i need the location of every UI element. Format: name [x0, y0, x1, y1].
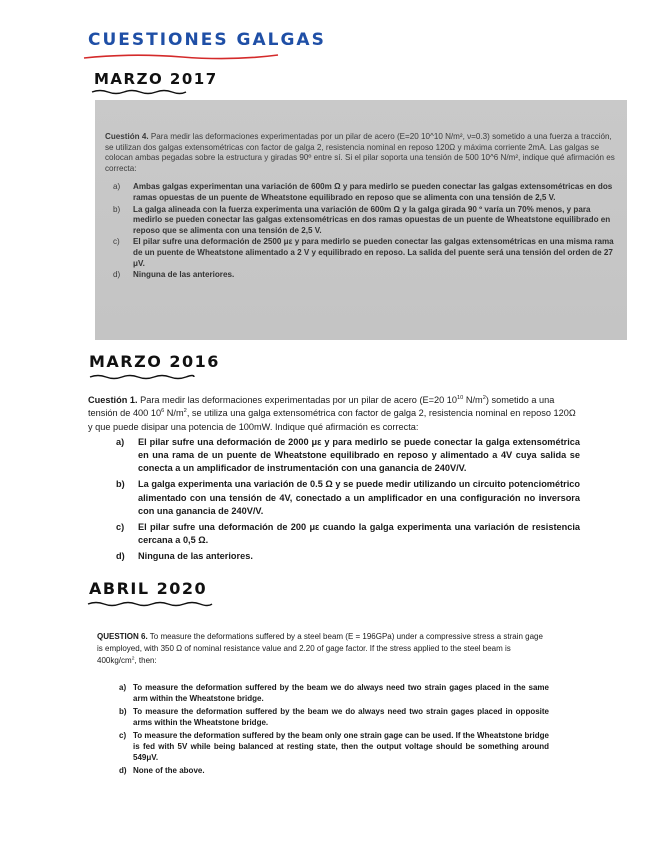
option-d [116, 550, 580, 563]
question-2016 [88, 394, 580, 566]
option-b [113, 205, 617, 237]
option-label: a) [116, 436, 125, 447]
option-label: c) [116, 521, 125, 532]
option-label: a) [113, 182, 121, 192]
question-text-part: , then: [134, 656, 157, 665]
question-text [88, 394, 580, 434]
question-text-part: ) sometido a una tensión de 400 10 [88, 395, 555, 419]
superscript: 2 [131, 656, 135, 662]
question-text-part: , se utiliza una galga extensométrica con factor de galga 2, resistencia nominal en reposo 120Ω y que puede disipar una potencia de 100mW. Indique qué afirmación es correcta: [88, 408, 576, 432]
question-text: Para medir las deformaciones experimentadas por un pilar de acero (E=20 10^10 N/m², ν=0.3) sometido a una fuerza a tracción, se utilizan dos galgas extensométricas con factor de galga 2, resistencia nominal en reposo 120Ω y máxima corriente 2mA. Las galgas se colocan ambas pegadas sobre la estructura y giradas 90º entre sí. Si el pilar soporta una tensión de 500 10^6 N/m², indique qué afirmación es correcta: [105, 132, 615, 173]
question-text [97, 631, 549, 667]
options-list [116, 436, 580, 563]
option-text: To measure the deformation suffered by the beam we do always need two strain gages placed in the same arm within the Wheatstone bridge. [133, 683, 549, 704]
options-list [119, 682, 549, 776]
option-d [113, 270, 617, 281]
option-c [119, 730, 549, 764]
question-2020 [97, 631, 549, 777]
option-d [119, 765, 549, 776]
option-a [119, 682, 549, 705]
heading-underline-2016 [88, 373, 198, 381]
superscript: 2 [183, 408, 187, 415]
option-a [116, 436, 580, 476]
scanned-question-image [95, 100, 627, 340]
option-text: To measure the deformation suffered by the beam we do always need two strain gages placed in opposite arms within the Wheatstone bridge. [133, 706, 549, 728]
superscript: 6 [161, 408, 165, 415]
option-label: a) [119, 683, 127, 692]
superscript: 10 [456, 394, 464, 401]
option-c [116, 521, 580, 548]
options-list [105, 182, 617, 280]
question-label: Cuestión 1. [88, 395, 138, 405]
option-label: b) [119, 706, 127, 716]
option-a [113, 182, 617, 203]
option-b [119, 706, 549, 729]
option-c [113, 237, 617, 269]
option-label: d) [116, 550, 125, 561]
question-text-part: To measure the deformations suffered by a steel beam (E = 196GPa) under a compressive stress a strain gage is employed, with 350 Ω of nominal resistance value and 2.20 of gage factor. If the stress applied to the steel beam is 400kg/cm [97, 632, 543, 665]
question-text-part: Para medir las deformaciones experimentadas por un pilar de acero (E=20 10 [140, 395, 457, 405]
option-label: c) [119, 730, 127, 740]
question-text-part: N/m [164, 408, 184, 419]
question-label: QUESTION 6. [97, 632, 148, 641]
title-underline [82, 52, 282, 62]
option-label: b) [116, 479, 125, 490]
section-heading-2016: MARZO 2016 [89, 352, 220, 371]
option-text: To measure the deformation suffered by the beam only one strain gage can be used. If the Wheatstone bridge is fed with 5V while being balanced at resting state, then the output voltage should be something around 549μV. [133, 730, 549, 763]
option-text: El pilar sufre una deformación de 2000 με y para medirlo se puede conectar la galga extensométrica en una rama de un puente de Wheatstone equilibrado en reposo y alimentado a 4V cuya salida se conecta a un amplificador de instrumentación con una ganancia de 240V/V. [138, 436, 580, 474]
heading-underline-2017 [90, 88, 190, 96]
option-label: d) [113, 270, 121, 280]
option-text: Ninguna de las anteriores. [133, 270, 235, 280]
option-text: Ninguna de las anteriores. [138, 550, 253, 561]
superscript: 2 [482, 394, 486, 401]
question-label: Cuestión 4. [105, 132, 149, 141]
heading-underline-2020 [86, 600, 216, 608]
option-text: None of the above. [133, 765, 205, 775]
option-text: El pilar sufre una deformación de 200 με cuando la galga experimenta una variación de resistencia cercana a 0,5 Ω. [138, 521, 580, 545]
option-text: El pilar sufre una deformación de 2500 με y para medirlo se pueden conectar las galgas extensométricas en una misma rama de un puente de Wheatstone alimentado a 2 V y equilibrado en reposo. La salida del puente será una tensión del orden de 27 μV. [133, 237, 614, 268]
section-heading-2020: ABRIL 2020 [89, 579, 208, 598]
page-title: CUESTIONES GALGAS [88, 30, 326, 50]
option-label: c) [113, 237, 120, 247]
option-text: La galga alineada con la fuerza experimenta una variación de 600m Ω y la galga girada 90 º varía un 70% menos, y para medirlo se pueden conectar las galgas extensométricas en dos ramas opuestas de un puente de Wheatstone equilibrado en reposo que se alimenta con una tensión de 2,5 V. [133, 204, 611, 235]
option-text: La galga experimenta una variación de 0.5 Ω y se puede medir utilizando un circuito potenciométrico alimentado con una tensión de 4V, conectado a un amplificador en una configuración no inversora con una ganancia de 240V/V. [138, 479, 580, 516]
question-2017 [105, 132, 617, 174]
option-b [116, 478, 580, 518]
option-label: d) [119, 765, 127, 775]
question-text-part: N/m [463, 395, 483, 405]
option-label: b) [113, 204, 121, 214]
section-heading-2017: MARZO 2017 [94, 70, 218, 88]
option-text: Ambas galgas experimentan una variación de 600m Ω y para medirlo se pueden conectar las galgas extensométricas en dos ramas opuestas de un puente de Wheatstone equilibrado en reposo que se alimenta con una tensión de 2,5 V. [133, 182, 613, 202]
